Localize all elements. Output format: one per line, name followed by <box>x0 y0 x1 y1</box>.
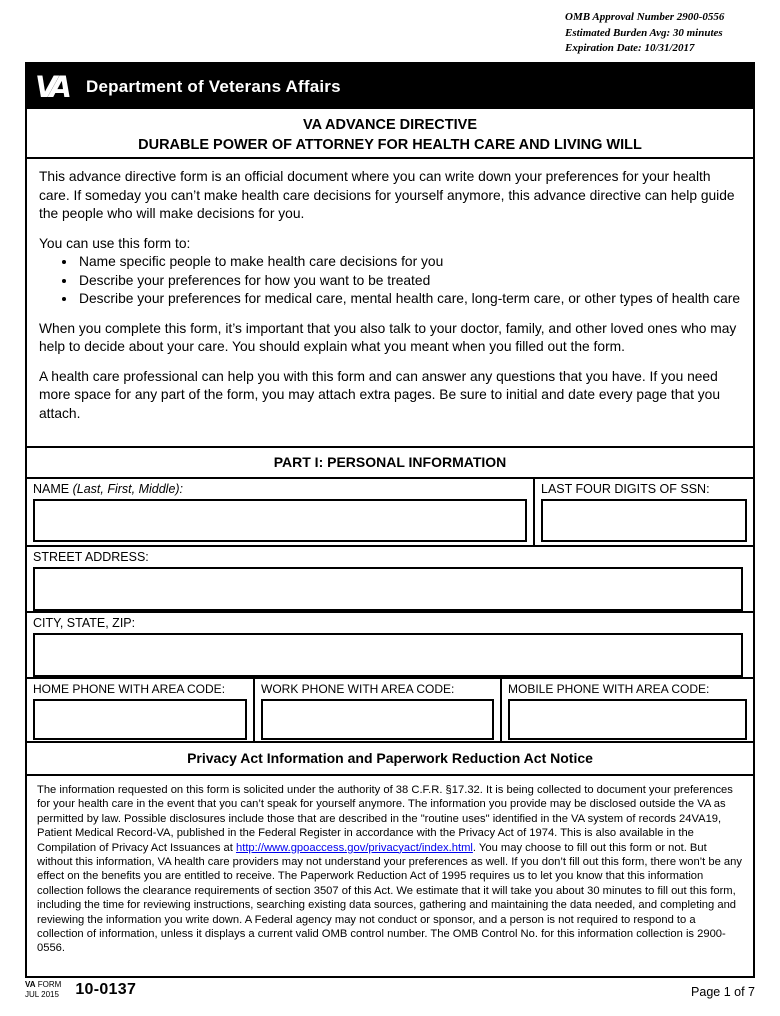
home-phone-label: HOME PHONE WITH AREA CODE: <box>33 682 226 696</box>
ssn-label: LAST FOUR DIGITS OF SSN: <box>541 482 710 496</box>
street-address-label: STREET ADDRESS: <box>33 550 149 564</box>
intro-paragraph-2: When you complete this form, it’s important that you also talk to your doctor, family, and other loved ones who may help to decide about your care. You should explain what you meant when you filled out the form. <box>39 320 737 354</box>
form-number: 10-0137 <box>75 981 137 998</box>
form-meta-va: VA <box>25 980 36 989</box>
omb-approval-number: OMB Approval Number 2900-0556 <box>565 11 725 23</box>
city-field-cell <box>27 613 753 677</box>
agency-name: Department of Veterans Affairs <box>86 76 341 96</box>
omb-approval-block <box>565 10 724 57</box>
va-logo-icon <box>34 71 78 103</box>
street-address-row <box>27 547 753 613</box>
work-phone-label: WORK PHONE WITH AREA CODE: <box>261 682 455 696</box>
name-field-cell <box>27 479 535 545</box>
street-address-input[interactable] <box>33 567 743 611</box>
privacy-section-header: Privacy Act Information and Paperwork Reduction Act Notice <box>27 743 753 776</box>
mobile-phone-cell <box>502 679 753 741</box>
va-header-bar <box>27 64 753 109</box>
home-phone-cell <box>27 679 255 741</box>
part1-section-header: PART I: PERSONAL INFORMATION <box>27 448 753 479</box>
omb-burden-estimate: Estimated Burden Avg: 30 minutes <box>565 26 723 39</box>
street-field-cell <box>27 547 753 611</box>
form-revision-date: JUL 2015 <box>25 989 59 999</box>
form-title-line2: DURABLE POWER OF ATTORNEY FOR HEALTH CARE AND LIVING WILL <box>138 137 642 153</box>
intro-paragraph-1: This advance directive form is an official document where you can write down your preferences for your health care. If someday you can’t make health care decisions for yourself anymore, this advance directive can help guide the people who will make decisions for you. <box>39 169 735 221</box>
ssn-input[interactable] <box>541 499 747 542</box>
privacy-text-before-link: The information requested on this form is solicited under the authority of 38 C.F.R. §17.32. It is being collected to document your preferences for your health care in the event that you can’t speak for yourself anymore. The information you provide may be disclosed outside the VA as permitted by law. Possible disclosures include those that are described in the "routine uses" identified in the VA system of records 24VA19, Patient Medical Record-VA, published in the Federal Register in accordance with the Privacy Act of 1974. This is also available in the Compilation of Privacy Act Issuances at <box>37 784 733 854</box>
page-footer <box>25 980 755 999</box>
intro-bullet-list <box>39 253 741 309</box>
mobile-phone-input[interactable] <box>508 699 747 740</box>
home-phone-input[interactable] <box>33 699 247 740</box>
form-sheet <box>25 62 755 978</box>
mobile-phone-label: MOBILE PHONE WITH AREA CODE: <box>508 682 710 696</box>
privacy-notice-text <box>27 776 753 976</box>
name-ssn-row <box>27 479 753 547</box>
city-state-zip-label: CITY, STATE, ZIP: <box>33 616 136 630</box>
name-label: NAME (Last, First, Middle): <box>33 482 184 496</box>
privacy-act-link[interactable]: http://www.gpoaccess.gov/privacyact/index.html <box>235 841 473 854</box>
intro-lead: You can use this form to: <box>39 235 191 251</box>
form-title-line1: VA ADVANCE DIRECTIVE <box>302 117 477 133</box>
intro-paragraph-3: A health care professional can help you with this form and can answer any questions that you have. If you need more space for any part of the form, you may attach extra pages. Be sure to initial and date every page that you attach. <box>39 368 721 421</box>
city-state-zip-row <box>27 613 753 679</box>
work-phone-cell <box>255 679 502 741</box>
ssn-field-cell <box>535 479 753 545</box>
name-input[interactable] <box>33 499 527 542</box>
list-item: • Describe your preferences for how you want to be treated <box>77 272 741 291</box>
phone-numbers-row <box>27 679 753 743</box>
city-state-zip-input[interactable] <box>33 633 743 677</box>
privacy-text-after-link: . You may choose to fill out this form or not. But without this information, VA health care providers may not understand your preferences as well. If you don’t fill out this form, there won’t be any effect on the benefits you are entitled to receive. The Paperwork Reduction Act of 1995 requires us to let you know that this information collection follows the clearance requirements of section 3507 of this Act. We estimate that it will take you about 30 minutes to fill out this form, including the time for reviewing instructions, searching existing data sources, gathering and maintaining the data needed, and completing and reviewing the information you write down. A Federal agency may not conduct or sponsor, and a person is not required to respond to a collection of information, unless it displays a current valid OMB control number. The OMB Control No. for this information collection is 2900-0556. <box>37 841 742 955</box>
svg-text:VA: VA <box>35 70 66 103</box>
form-title <box>27 109 753 159</box>
work-phone-input[interactable] <box>261 699 494 740</box>
list-item: • Describe your preferences for medical care, mental health care, long-term care, or other types of health care <box>77 290 741 309</box>
form-meta <box>25 980 61 999</box>
page-indicator: Page 1 of 7 <box>691 985 755 999</box>
intro-section <box>27 159 753 448</box>
form-meta-word: FORM <box>37 980 62 989</box>
omb-expiration-date: Expiration Date: 10/31/2017 <box>565 42 695 54</box>
list-item: • Name specific people to make health care decisions for you <box>77 253 741 272</box>
